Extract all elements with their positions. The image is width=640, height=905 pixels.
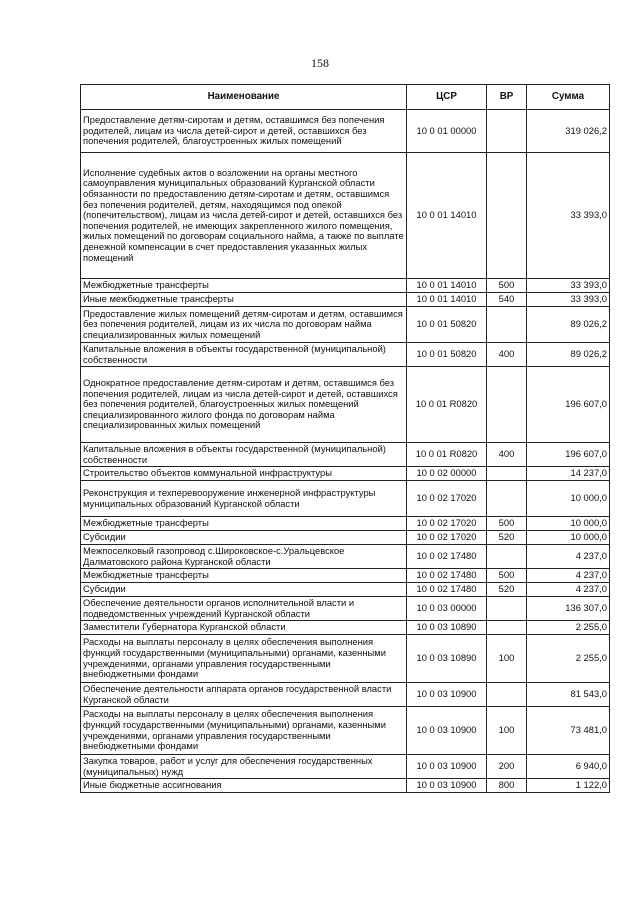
row-vr: 500 [487,569,527,583]
row-vr: 100 [487,707,527,755]
row-vr [487,307,527,343]
row-name: Исполнение судебных актов о возложении на органы местного самоуправления муниципальных образований Курганской области обязанности по предоставлению детям-сиротам и детям, оставшимся без попечения родителей, детям, находящимся под опекой (попечительством), лицам из числа детей-сирот и детей, оставшихся без попечения родителей, не имеющих закрепленного жилого помещения, жилых помещений по договорам социального найма, а также по выплате денежной компенсации в счет предоставления указанных жилых помещений [81,153,407,279]
row-vr: 200 [487,755,527,779]
row-sum: 2 255,0 [527,621,610,635]
row-csr: 10 0 01 14010 [407,279,487,293]
row-name: Обеспечение деятельности органов исполнительной власти и подведомственных учреждений Курганской области [81,597,407,621]
row-name: Однократное предоставление детям-сиротам и детям, оставшимся без попечения родителей, лицам из числа детей-сирот и детей, оставшихся без попечения родителей, благоустроенных жилых помещений специализированного жилого фонда по договорам найма специализированных жилых помещений [81,367,407,443]
row-csr: 10 0 02 17480 [407,583,487,597]
table-row [81,597,610,621]
row-sum: 319 026,2 [527,110,610,153]
row-vr [487,110,527,153]
row-vr: 540 [487,293,527,307]
table-row [81,583,610,597]
row-vr [487,153,527,279]
row-name: Заместители Губернатора Курганской области [81,621,407,635]
row-sum: 4 237,0 [527,569,610,583]
row-vr [487,545,527,569]
row-vr [487,683,527,707]
row-sum: 33 393,0 [527,153,610,279]
row-vr: 800 [487,779,527,793]
table-row [81,635,610,683]
row-sum: 81 543,0 [527,683,610,707]
table-row [81,481,610,517]
budget-table [80,84,610,793]
row-csr: 10 0 02 00000 [407,467,487,481]
table-row [81,110,610,153]
row-csr: 10 0 02 17480 [407,545,487,569]
row-csr: 10 0 01 50820 [407,343,487,367]
row-name: Расходы на выплаты персоналу в целях обеспечения выполнения функций государственными (муниципальными) органами, казенными учреждениями, органами управления государственными внебюджетными фондами [81,635,407,683]
row-name: Обеспечение деятельности аппарата органов государственной власти Курганской области [81,683,407,707]
row-csr: 10 0 01 14010 [407,153,487,279]
row-sum: 89 026,2 [527,343,610,367]
row-csr: 10 0 02 17020 [407,481,487,517]
table-row [81,307,610,343]
row-csr: 10 0 03 10890 [407,621,487,635]
table-row [81,621,610,635]
table-row [81,153,610,279]
row-name: Предоставление детям-сиротам и детям, оставшимся без попечения родителей, лицам из числа детей-сирот и детей, оставшихся без попечения родителей, благоустроенных жилых помещений [81,110,407,153]
row-name: Предоставление жилых помещений детям-сиротам и детям, оставшимся без попечения родителей, лицам из их числа по договорам найма специализированных жилых помещений [81,307,407,343]
row-sum: 4 237,0 [527,583,610,597]
table-row [81,545,610,569]
row-sum: 2 255,0 [527,635,610,683]
row-csr: 10 0 02 17480 [407,569,487,583]
row-csr: 10 0 03 10900 [407,779,487,793]
row-name: Строительство объектов коммунальной инфраструктуры [81,467,407,481]
row-name: Иные бюджетные ассигнования [81,779,407,793]
row-name: Капитальные вложения в объекты государственной (муниципальной) собственности [81,443,407,467]
table-header-row [81,85,610,110]
row-name: Закупка товаров, работ и услуг для обеспечения государственных (муниципальных) нужд [81,755,407,779]
page-number: 158 [311,56,329,70]
column-header-sum: Сумма [527,85,610,110]
row-csr: 10 0 02 17020 [407,517,487,531]
row-vr: 500 [487,517,527,531]
row-name: Расходы на выплаты персоналу в целях обеспечения выполнения функций государственными (муниципальными) органами, казенными учреждениями, органами управления государственными внебюджетными фондами [81,707,407,755]
row-csr: 10 0 03 00000 [407,597,487,621]
row-sum: 196 607,0 [527,443,610,467]
table-row [81,755,610,779]
row-name: Межбюджетные трансферты [81,279,407,293]
row-vr: 400 [487,443,527,467]
row-sum: 10 000,0 [527,517,610,531]
table-row [81,517,610,531]
row-sum: 33 393,0 [527,293,610,307]
row-name: Межпоселковый газопровод с.Широковское-с.Уральцевское Далматовского района Курганской области [81,545,407,569]
row-vr [487,467,527,481]
row-csr: 10 0 03 10900 [407,707,487,755]
row-csr: 10 0 01 R0820 [407,367,487,443]
row-name: Межбюджетные трансферты [81,569,407,583]
row-name: Межбюджетные трансферты [81,517,407,531]
row-vr [487,481,527,517]
row-sum: 1 122,0 [527,779,610,793]
table-row [81,343,610,367]
table-row [81,279,610,293]
table-row [81,707,610,755]
row-csr: 10 0 03 10890 [407,635,487,683]
row-sum: 136 307,0 [527,597,610,621]
table-row [81,367,610,443]
column-header-name: Наименование [81,85,407,110]
row-vr [487,367,527,443]
row-sum: 10 000,0 [527,481,610,517]
table-row [81,443,610,467]
table-row [81,531,610,545]
row-sum: 14 237,0 [527,467,610,481]
row-sum: 4 237,0 [527,545,610,569]
row-csr: 10 0 03 10900 [407,755,487,779]
row-sum: 10 000,0 [527,531,610,545]
row-vr: 400 [487,343,527,367]
row-csr: 10 0 02 17020 [407,531,487,545]
row-vr [487,597,527,621]
row-csr: 10 0 01 14010 [407,293,487,307]
row-csr: 10 0 01 00000 [407,110,487,153]
row-sum: 33 393,0 [527,279,610,293]
column-header-vr: ВР [487,85,527,110]
row-sum: 6 940,0 [527,755,610,779]
row-name: Капитальные вложения в объекты государственной (муниципальной) собственности [81,343,407,367]
row-vr: 520 [487,583,527,597]
table-row [81,293,610,307]
row-sum: 73 481,0 [527,707,610,755]
row-csr: 10 0 03 10900 [407,683,487,707]
row-csr: 10 0 01 50820 [407,307,487,343]
table-row [81,569,610,583]
row-vr: 100 [487,635,527,683]
table-row [81,779,610,793]
row-sum: 89 026,2 [527,307,610,343]
column-header-csr: ЦСР [407,85,487,110]
table-row [81,683,610,707]
row-name: Субсидии [81,531,407,545]
row-vr: 500 [487,279,527,293]
row-name: Реконструкция и техперевооружение инженерной инфраструктуры муниципальных образований Курганской области [81,481,407,517]
row-name: Иные межбюджетные трансферты [81,293,407,307]
row-name: Субсидии [81,583,407,597]
row-vr: 520 [487,531,527,545]
row-vr [487,621,527,635]
row-csr: 10 0 01 R0820 [407,443,487,467]
table-row [81,467,610,481]
row-sum: 196 607,0 [527,367,610,443]
